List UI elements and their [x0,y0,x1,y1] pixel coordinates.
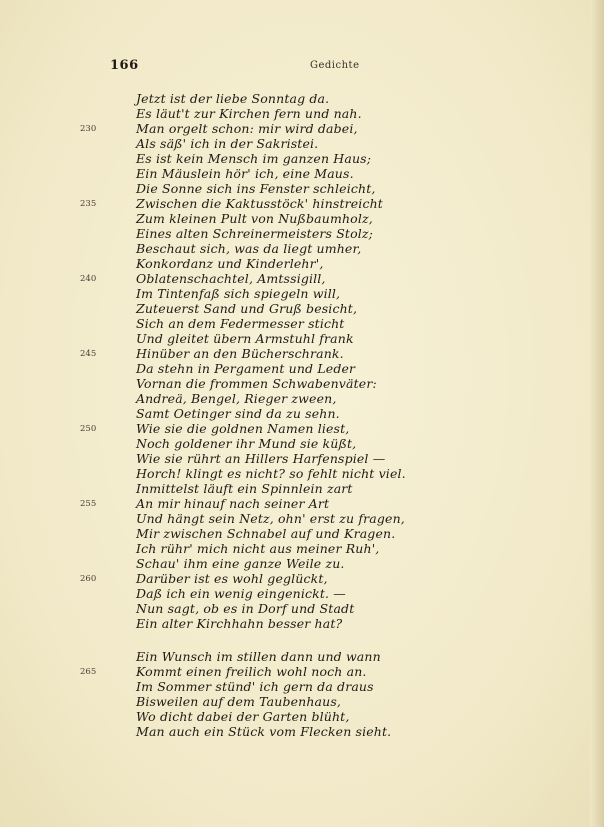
verse-line: Als säß' ich in der Sakristei. [136,136,319,151]
verse-line: Da stehn in Pergament und Leder [136,361,356,376]
verse-line: Oblatenschachtel, Amtssigill, [136,271,326,286]
verse-line: Eines alten Schreinermeisters Stolz; [136,226,374,241]
verse-line: Nun sagt, ob es in Dorf und Stadt [136,601,355,616]
verse-line: Daß ich ein wenig eingenickt. — [136,586,346,601]
verse-line: Sich an dem Federmesser sticht [136,316,345,331]
verse-line: Jetzt ist der liebe Sonntag da. [136,91,330,106]
line-number: 265 [80,667,97,677]
verse-line: Samt Oetinger sind da zu sehn. [136,406,340,421]
verse-line: Es ist kein Mensch im ganzen Haus; [136,151,372,166]
verse-line: Ein alter Kirchhahn besser hat? [136,616,343,631]
line-number: 230 [80,124,97,134]
verse-line: Zwischen die Kaktusstöck' hinstreicht [136,196,383,211]
verse-line: Konkordanz und Kinderlehr', [136,256,324,271]
verse-line: Man auch ein Stück vom Flecken sieht. [136,724,392,739]
verse-line: Wo dicht dabei der Garten blüht, [136,709,350,724]
line-number: 260 [80,574,97,584]
verse-line: Hinüber an den Bücherschrank. [136,346,344,361]
verse-line: Noch goldener ihr Mund sie küßt, [136,436,357,451]
verse-line: Vornan die frommen Schwabenväter: [136,376,377,391]
verse-line: Ein Mäuslein hör' ich, eine Maus. [136,166,354,181]
verse-line: Die Sonne sich ins Fenster schleicht, [136,181,376,196]
verse-line: Es läut't zur Kirchen fern und nah. [136,106,362,121]
line-number: 245 [80,349,97,359]
verse-line: An mir hinauf nach seiner Art [136,496,330,511]
verse-line: Beschaut sich, was da liegt umher, [136,241,362,256]
verse-line: Wie sie die goldnen Namen liest, [136,421,350,436]
verse-line: Andreä, Bengel, Rieger zween, [136,391,337,406]
verse-line: Zum kleinen Pult von Nußbaumholz, [136,211,373,226]
page-number: 166 [110,58,139,73]
verse-line: Wie sie rührt an Hillers Harfenspiel — [136,451,386,466]
line-number: 235 [80,199,97,209]
line-number: 240 [80,274,97,284]
line-number: 255 [80,499,97,509]
verse-line: Man orgelt schon: mir wird dabei, [136,121,358,136]
verse-line: Darüber ist es wohl geglückt, [136,571,328,586]
verse-line: Ein Wunsch im stillen dann und wann [136,649,381,664]
verse-line: Schau' ihm eine ganze Weile zu. [136,556,345,571]
line-number: 250 [80,424,97,434]
verse-line: Im Tintenfaß sich spiegeln will, [136,286,341,301]
verse-line: Horch! klingt es nicht? so fehlt nicht viel. [136,466,406,481]
verse-line: Und hängt sein Netz, ohn' erst zu fragen, [136,511,405,526]
verse-line: Zuteuerst Sand und Gruß besicht, [136,301,358,316]
verse-line: Mir zwischen Schnabel auf und Kragen. [136,526,396,541]
verse-line: Inmittelst läuft ein Spinnlein zart [136,481,353,496]
verse-line: Ich rühr' mich nicht aus meiner Ruh', [136,541,380,556]
running-head: Gedichte [310,60,360,71]
verse-line: Im Sommer stünd' ich gern da draus [136,679,374,694]
verse-line: Bisweilen auf dem Taubenhaus, [136,694,342,709]
verse-line: Kommt einen freilich wohl noch an. [136,664,367,679]
verse-line: Und gleitet übern Armstuhl frank [136,331,354,346]
